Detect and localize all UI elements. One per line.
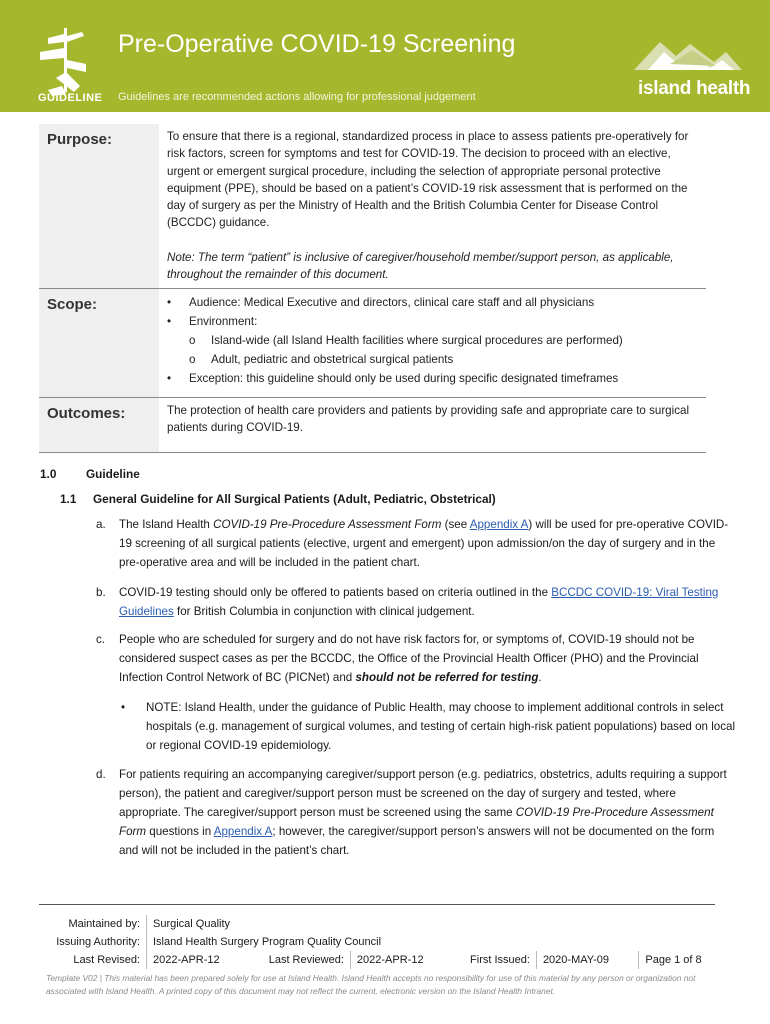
scope-label: Scope: bbox=[39, 289, 159, 397]
text-span: ; however, the caregiver/support person’s answers will not be documented on the form and will not be included in the patient’s chart. bbox=[119, 825, 715, 857]
scope-env-1: Island-wide (all Island Health facilities where surgical procedures are performed) bbox=[211, 334, 623, 347]
issuing-label: Issuing Authority: bbox=[56, 936, 140, 948]
text-span: COVID-19 testing should only be offered to patients based on criteria outlined in the bbox=[119, 586, 552, 599]
guideline-item-c bbox=[96, 630, 736, 687]
purpose-content bbox=[159, 124, 706, 288]
bullet-icon: • bbox=[167, 315, 172, 328]
scope-item bbox=[167, 293, 700, 312]
purpose-note: Note: The term “patient” is inclusive of caregiver/household member/support person, as applicable, throughout the remainder of this document. bbox=[167, 250, 674, 282]
bccdc-testing-guidelines-link[interactable]: BCCDC COVID-19: Viral Testing Guidelines bbox=[119, 586, 719, 618]
bullet-icon: • bbox=[121, 701, 126, 714]
last-reviewed-value: 2022-APR-12 bbox=[350, 951, 466, 969]
text-span: questions in bbox=[146, 825, 214, 838]
scope-row bbox=[39, 289, 706, 398]
outcomes-label: Outcomes: bbox=[39, 398, 159, 452]
document-title: Pre-Operative COVID-19 Screening bbox=[118, 30, 516, 58]
maintained-label: Maintained by: bbox=[68, 918, 140, 930]
bullet-icon: • bbox=[167, 372, 172, 385]
last-revised-value: 2022-APR-12 bbox=[146, 951, 252, 969]
item-text bbox=[119, 515, 736, 572]
info-table bbox=[39, 124, 706, 453]
item-text bbox=[119, 630, 736, 687]
text-span: . bbox=[538, 671, 542, 684]
purpose-text: To ensure that there is a regional, standardized process in place to assess patients pre-operatively for risk factors, screen for symptoms and test for COVID-19. The decision to proceed with an elective, urgent or emergent surgical procedure, including the selection of appropriate personal protective equipment (PPE), should be based on a patient’s COVID-19 risk assessment that is performed on the day of surgery as per the Ministry of Health and the British Columbia Center for Disease Control (BCCDC) guidance. bbox=[167, 130, 689, 230]
note-text: NOTE: Island Health, under the guidance of Public Health, may choose to implement additional controls in select hospitals (e.g. management of surgical volumes, and testing of certain high-risk patient populations) based on local or regional COVID-19 epidemiology. bbox=[146, 701, 736, 752]
guideline-item-a bbox=[96, 515, 736, 572]
island-health-mountains-logo bbox=[630, 30, 745, 80]
footer-divider bbox=[39, 904, 715, 905]
section-heading bbox=[40, 467, 140, 481]
footer-row bbox=[39, 951, 715, 969]
sub-bullet-icon: o bbox=[189, 334, 196, 347]
text-span: For patients requiring an accompanying caregiver/support person (e.g. pediatrics, obstetrics, adults requiring a support person), the patient and caregiver/support person must be screened on the day of surgery and tested, where appropriate. The caregiver/support person must be screened using the same bbox=[119, 768, 727, 819]
section-number: 1.0 bbox=[40, 467, 57, 481]
bullet-icon: • bbox=[167, 296, 172, 309]
form-name: COVID-19 Pre-Procedure Assessment Form bbox=[119, 806, 714, 838]
outcomes-text: The protection of health care providers and patients by providing safe and appropriate care to surgical patients during COVID-19. bbox=[167, 404, 690, 435]
scope-content bbox=[159, 289, 706, 397]
item-letter: b. bbox=[96, 586, 106, 599]
first-issued-value: 2020-MAY-09 bbox=[536, 951, 638, 969]
appendix-a-link[interactable]: Appendix A bbox=[213, 825, 273, 838]
sub-bullet-icon: o bbox=[189, 353, 196, 366]
guideline-item-b bbox=[96, 583, 736, 621]
subsection-heading bbox=[60, 492, 496, 506]
maintained-value: Surgical Quality bbox=[146, 915, 230, 933]
text-span: People who are scheduled for surgery and do not have risk factors for, or symptoms of, COVID-19 should not be considered suspect cases as per the BCCDC, the Office of the Provincial Health Officer (PHO) and the Provincial Infection Control Network of BC (PICNet) and bbox=[119, 633, 699, 684]
footer-disclaimer: Template V02 | This material has been prepared solely for use at Island Health. Island Health accepts no responsibility for use of this material by any person or organization not associated with Island Health. A printed copy of this document may not reflect the current, electronic version on the Island Health Intranet. bbox=[46, 973, 696, 996]
document-subtitle: Guidelines are recommended actions allowing for professional judgement bbox=[118, 91, 476, 103]
appendix-a-link[interactable]: Appendix A bbox=[469, 518, 529, 531]
text-span: ) will be used for pre-operative COVID-19 screening of all surgical patients (elective, urgent and emergent) upon admission/on the day of surgery and in the pre-operative area and will be included in the patient chart. bbox=[119, 518, 729, 569]
document-footer bbox=[39, 915, 715, 969]
first-issued-label: First Issued: bbox=[470, 954, 530, 966]
page-number: Page 1 of 8 bbox=[638, 951, 715, 969]
scope-environment: Environment: bbox=[189, 315, 258, 328]
subsection-title: General Guideline for All Surgical Patients (Adult, Pediatric, Obstetrical) bbox=[93, 492, 496, 506]
text-span: for British Columbia in conjunction with clinical judgement. bbox=[173, 605, 475, 618]
text-span: (see bbox=[441, 518, 470, 531]
scope-subitem bbox=[167, 331, 700, 350]
text-span: The Island Health bbox=[119, 518, 214, 531]
guideline-item-d bbox=[96, 765, 736, 860]
item-letter: c. bbox=[96, 633, 106, 646]
item-letter: a. bbox=[96, 518, 106, 531]
purpose-label: Purpose: bbox=[39, 124, 159, 288]
issuing-value: Island Health Surgery Program Quality Council bbox=[146, 933, 381, 951]
item-letter: d. bbox=[96, 768, 106, 781]
outcomes-content bbox=[159, 398, 706, 452]
scope-item bbox=[167, 369, 700, 388]
header-band bbox=[0, 0, 770, 112]
scope-env-2: Adult, pediatric and obstetrical surgical patients bbox=[211, 353, 454, 366]
item-text bbox=[119, 583, 736, 621]
footer-row bbox=[39, 933, 715, 951]
last-reviewed-label: Last Reviewed: bbox=[268, 954, 344, 966]
scope-subitem bbox=[167, 350, 700, 369]
emphasis-text: should not be referred for testing bbox=[355, 671, 539, 684]
outcomes-row bbox=[39, 398, 706, 453]
subsection-number: 1.1 bbox=[60, 492, 77, 506]
scope-audience: Audience: Medical Executive and directors, clinical care staff and all physicians bbox=[189, 296, 595, 309]
guideline-note bbox=[96, 698, 736, 755]
footer-row bbox=[39, 915, 715, 933]
purpose-row bbox=[39, 124, 706, 289]
item-text bbox=[119, 765, 736, 860]
last-revised-label: Last Revised: bbox=[73, 954, 140, 966]
section-title: Guideline bbox=[86, 467, 140, 481]
form-name: COVID-19 Pre-Procedure Assessment Form bbox=[213, 518, 442, 531]
island-health-wordmark: island health bbox=[638, 78, 751, 99]
scope-item bbox=[167, 312, 700, 331]
scope-exception: Exception: this guideline should only be used during specific designated timeframes bbox=[189, 372, 619, 385]
guideline-label: GUIDELINE bbox=[38, 92, 103, 104]
